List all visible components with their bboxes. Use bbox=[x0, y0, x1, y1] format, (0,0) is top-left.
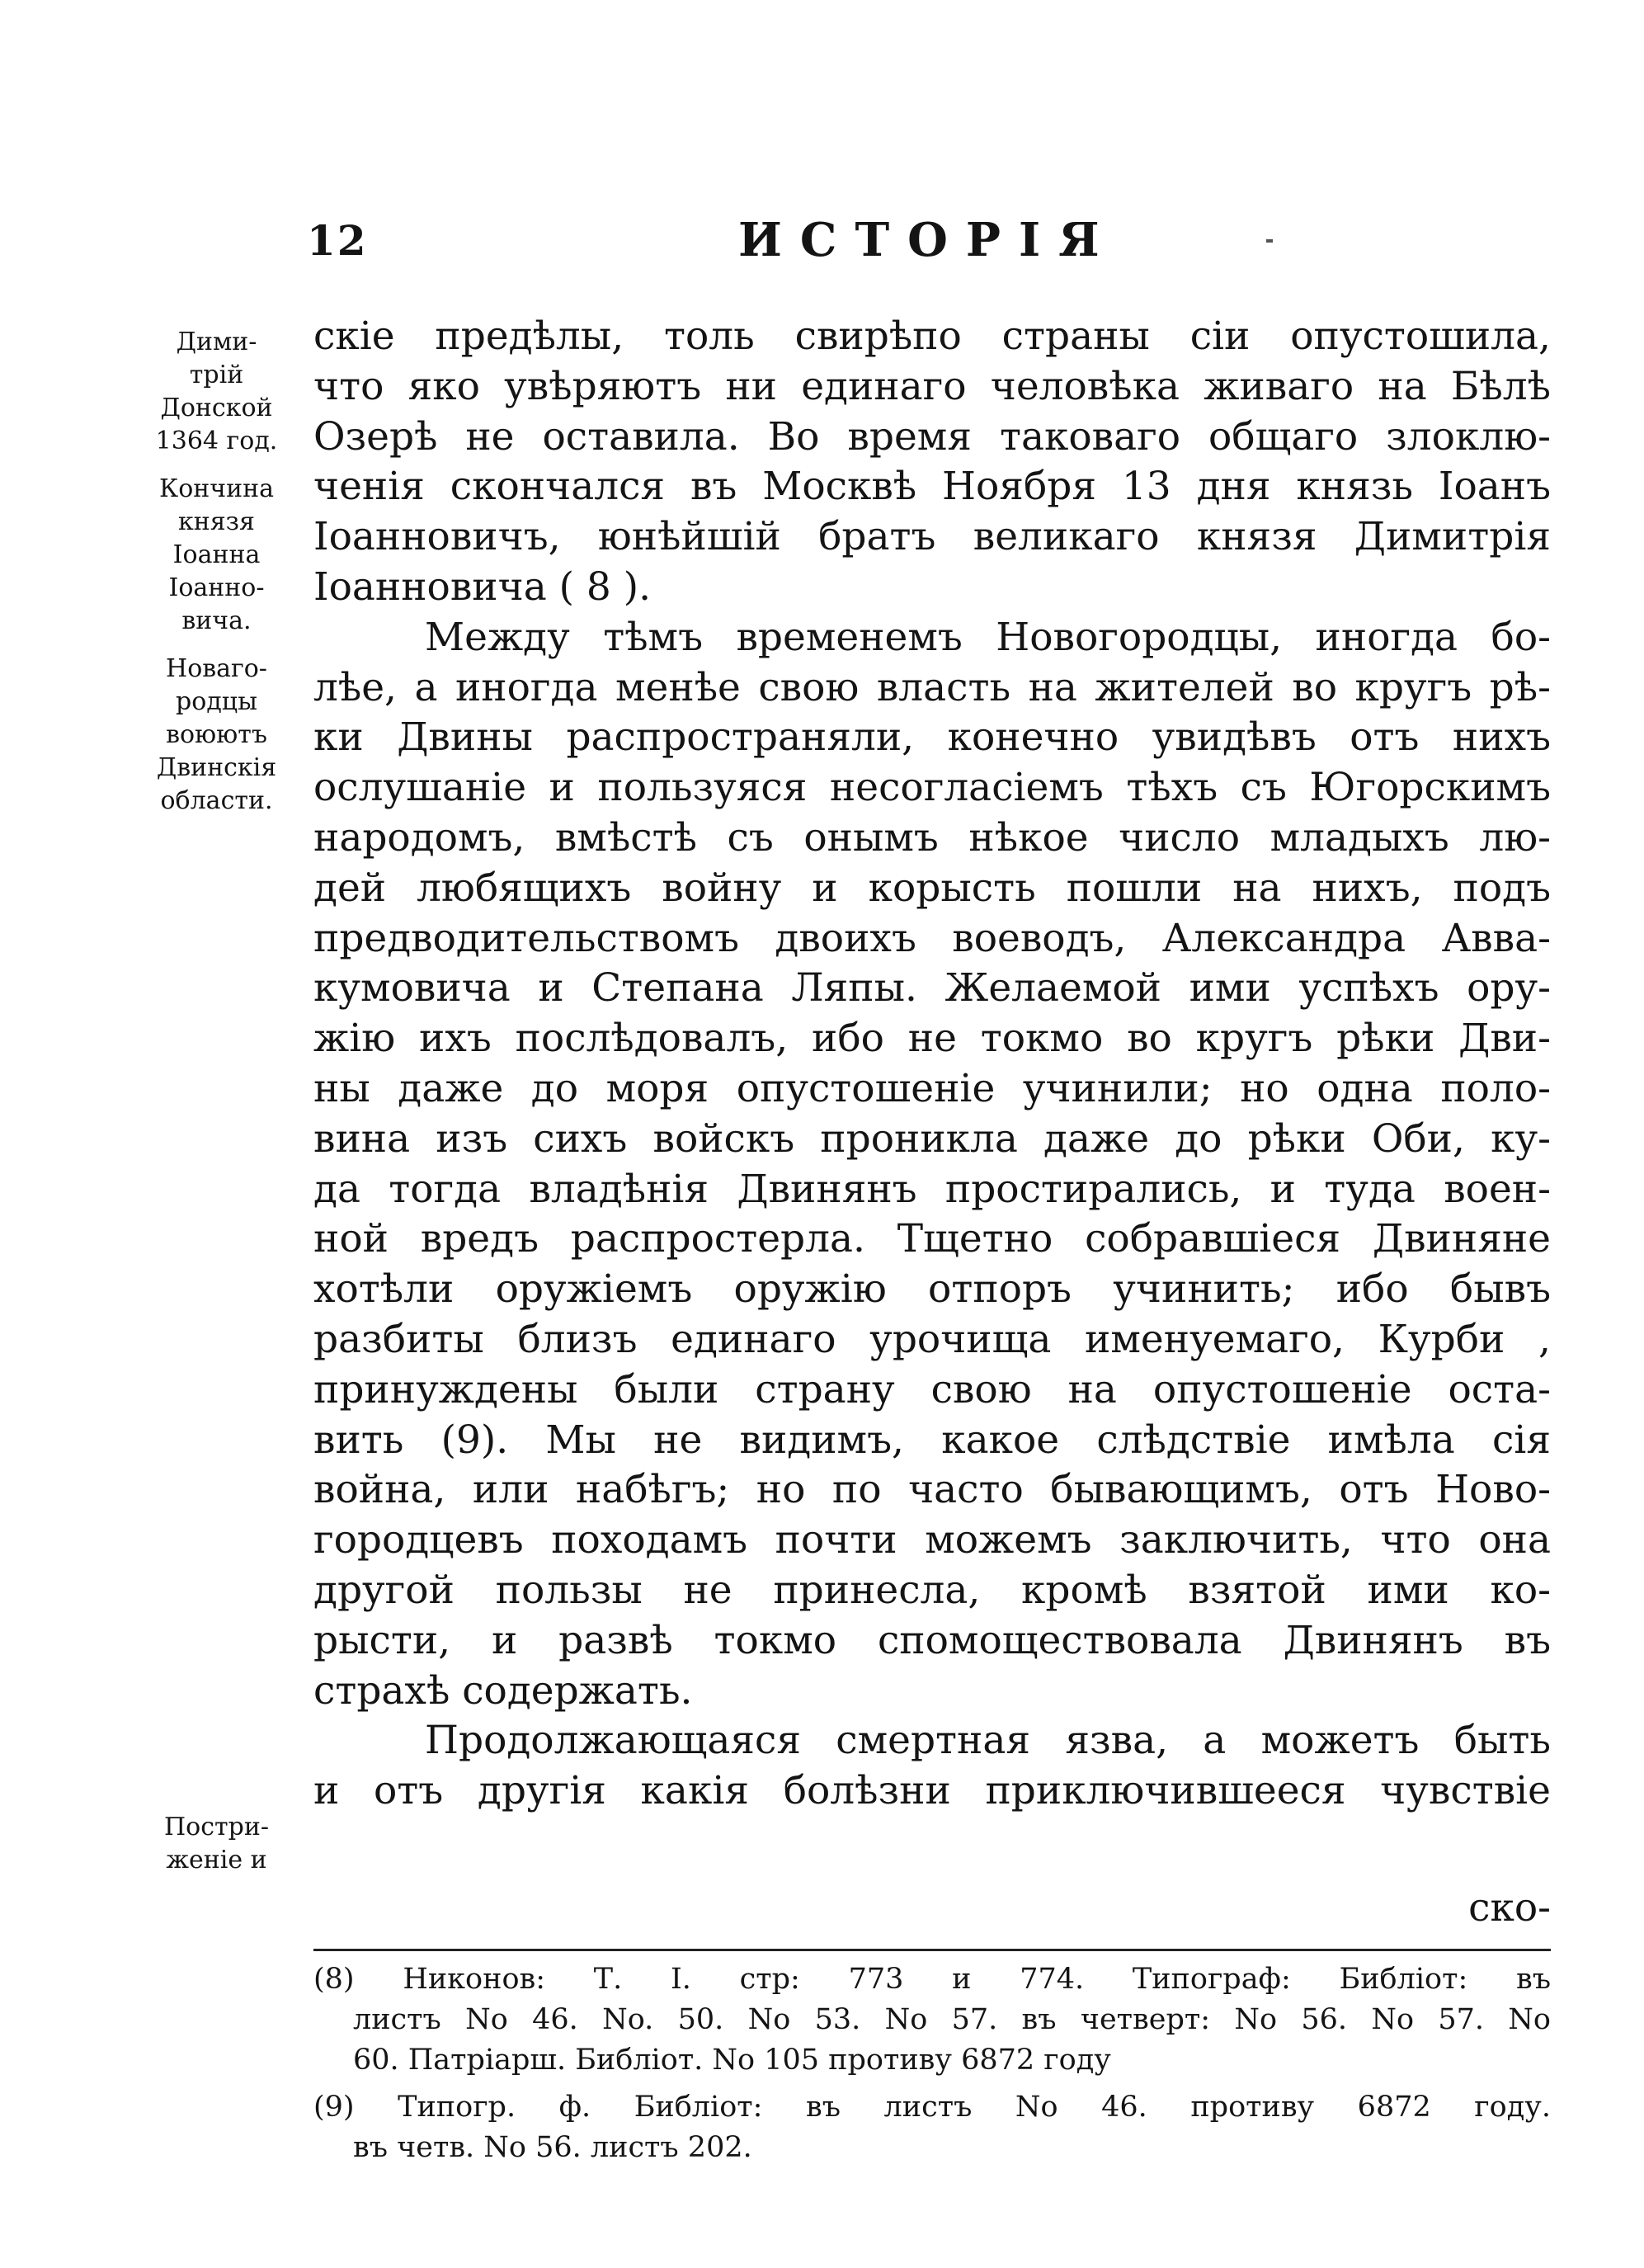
footnote-9 bbox=[313, 2087, 1551, 2168]
margin-note-line: родцы bbox=[176, 687, 257, 716]
margin-note-dimitry bbox=[124, 326, 309, 458]
body-line: Озерѣ не оставила. Во время таковаго общаго злоклю- bbox=[313, 413, 1551, 460]
body-line: да тогда владѣнія Двинянъ простирались, и туда воен- bbox=[313, 1166, 1551, 1212]
footnote-line: въ четв. No 56. листъ 202. bbox=[353, 2131, 752, 2164]
margin-note-line: князя bbox=[178, 507, 255, 536]
margin-note-line: Іоанно- bbox=[168, 573, 265, 602]
margin-notes-lower bbox=[124, 1811, 309, 1892]
body-line: ны даже до моря опустошеніе учинили; но одна поло- bbox=[313, 1065, 1551, 1111]
body-text bbox=[313, 312, 1551, 1817]
body-line: дей любящихъ войну и корысть пошли на нихъ, подъ bbox=[313, 865, 1551, 911]
body-line: война, или набѣгъ; но по часто бывающимъ, отъ Ново- bbox=[313, 1467, 1551, 1513]
margin-note-line: воюютъ bbox=[166, 720, 267, 749]
body-line: народомъ, вмѣстѣ съ онымъ нѣкое число младыхъ лю- bbox=[313, 814, 1551, 861]
margin-note-line: вича. bbox=[181, 606, 252, 635]
margin-note-line: Іоанна bbox=[172, 540, 261, 569]
margin-note-line: Донской bbox=[160, 394, 273, 422]
body-line: другой пользы не принесла, кромѣ взятой ими ко- bbox=[313, 1567, 1551, 1613]
body-line: Іоанновича ( 8 ). bbox=[313, 563, 652, 610]
footnote-divider bbox=[313, 1949, 1551, 1951]
body-line: жію ихъ послѣдовалъ, ибо не токмо во кругъ рѣки Дви- bbox=[313, 1016, 1551, 1062]
margin-note-line: Постри- bbox=[164, 1813, 269, 1841]
footnote-line: листъ No 46. No. 50. No 53. No 57. въ четверт: No 56. No 57. No bbox=[353, 2003, 1551, 2036]
running-head-title: ИСТОРІЯ bbox=[738, 213, 1118, 267]
footnote-line: (9) Типогр. ф. Библіот: въ листъ No 46. противу 6872 году. bbox=[313, 2091, 1551, 2124]
margin-note-novgorod-war bbox=[124, 653, 309, 818]
body-line: ки Двины распространяли, конечно увидѣвъ отъ нихъ bbox=[313, 714, 1551, 761]
footnote-line: 60. Патріарш. Библіот. No 105 противу 6872 году bbox=[353, 2044, 1111, 2077]
body-line: хотѣли оружіемъ оружію отпоръ учинить; ибо бывъ bbox=[313, 1266, 1551, 1313]
margin-note-line: Кончина bbox=[159, 474, 274, 503]
body-line: вить (9). Мы не видимъ, какое слѣдствіе имѣла сія bbox=[313, 1417, 1551, 1463]
body-line: что яко увѣряютъ ни единаго человѣка живаго на Бѣлѣ bbox=[313, 363, 1551, 409]
body-line: вина изъ сихъ войскъ проникла даже до рѣки Оби, ку- bbox=[313, 1115, 1551, 1162]
body-line: предводительствомъ двоихъ воеводъ, Александра Авва- bbox=[313, 915, 1551, 961]
body-line: ной вредъ распростерла. Тщетно собравшіеся Двиняне bbox=[313, 1216, 1551, 1262]
margin-note-line: трій bbox=[189, 361, 244, 389]
body-line: принуждены были страну свою на опустошеніе оста- bbox=[313, 1366, 1551, 1412]
footnote-line: (8) Никонов: Т. I. стр: 773 и 774. Типограф: Библіот: въ bbox=[313, 1963, 1551, 1996]
body-line: ченія скончался въ Москвѣ Ноября 13 дня князь Іоанъ bbox=[313, 464, 1551, 510]
margin-note-line: Новаго- bbox=[166, 654, 267, 683]
body-line: скіе предѣлы, толь свирѣпо страны сіи опустошила, bbox=[313, 314, 1551, 359]
margin-note-line: Двинскія bbox=[156, 753, 277, 782]
body-line: ослушаніе и пользуяся несогласіемъ тѣхъ съ Югорскимъ bbox=[313, 765, 1551, 811]
footnote-8 bbox=[313, 1959, 1551, 2081]
body-line: страхѣ содержать. bbox=[313, 1667, 693, 1714]
page-number: 12 bbox=[307, 216, 368, 265]
margin-note-line: Дими- bbox=[176, 328, 257, 356]
body-line: Между тѣмъ временемъ Новогородцы, иногда бо- bbox=[425, 614, 1551, 660]
margin-note-tonsure bbox=[124, 1811, 309, 1877]
body-line: и отъ другія какія болѣзни приключившееся чувствіе bbox=[313, 1768, 1551, 1814]
margin-notes bbox=[124, 326, 309, 832]
margin-note-line: области. bbox=[160, 786, 273, 815]
body-line: кумовича и Степана Ляпы. Желаемой ими успѣхъ ору- bbox=[313, 965, 1551, 1011]
margin-note-line: 1364 год. bbox=[155, 427, 278, 455]
body-line: лѣе, а иногда менѣе свою власть на жителей во кругъ рѣ- bbox=[313, 664, 1551, 710]
catchword: ско- bbox=[1468, 1885, 1551, 1931]
margin-note-death-ioann bbox=[124, 473, 309, 638]
body-line: рысти, и развѣ токмо спомоществовала Двинянъ въ bbox=[313, 1617, 1551, 1663]
footnotes bbox=[313, 1959, 1551, 2168]
body-line: Іоанновичъ, юнѣйшій братъ великаго князя Димитрія bbox=[313, 514, 1551, 560]
body-line: разбиты близъ единаго урочища именуемаго, Курби , bbox=[313, 1316, 1551, 1362]
margin-note-line: женіе и bbox=[166, 1846, 267, 1874]
header-dot-mark bbox=[1266, 239, 1273, 243]
body-line: Продолжающаяся смертная язва, а можетъ быть bbox=[425, 1718, 1551, 1764]
body-line: городцевъ походамъ почти можемъ заключить, что она bbox=[313, 1517, 1551, 1563]
